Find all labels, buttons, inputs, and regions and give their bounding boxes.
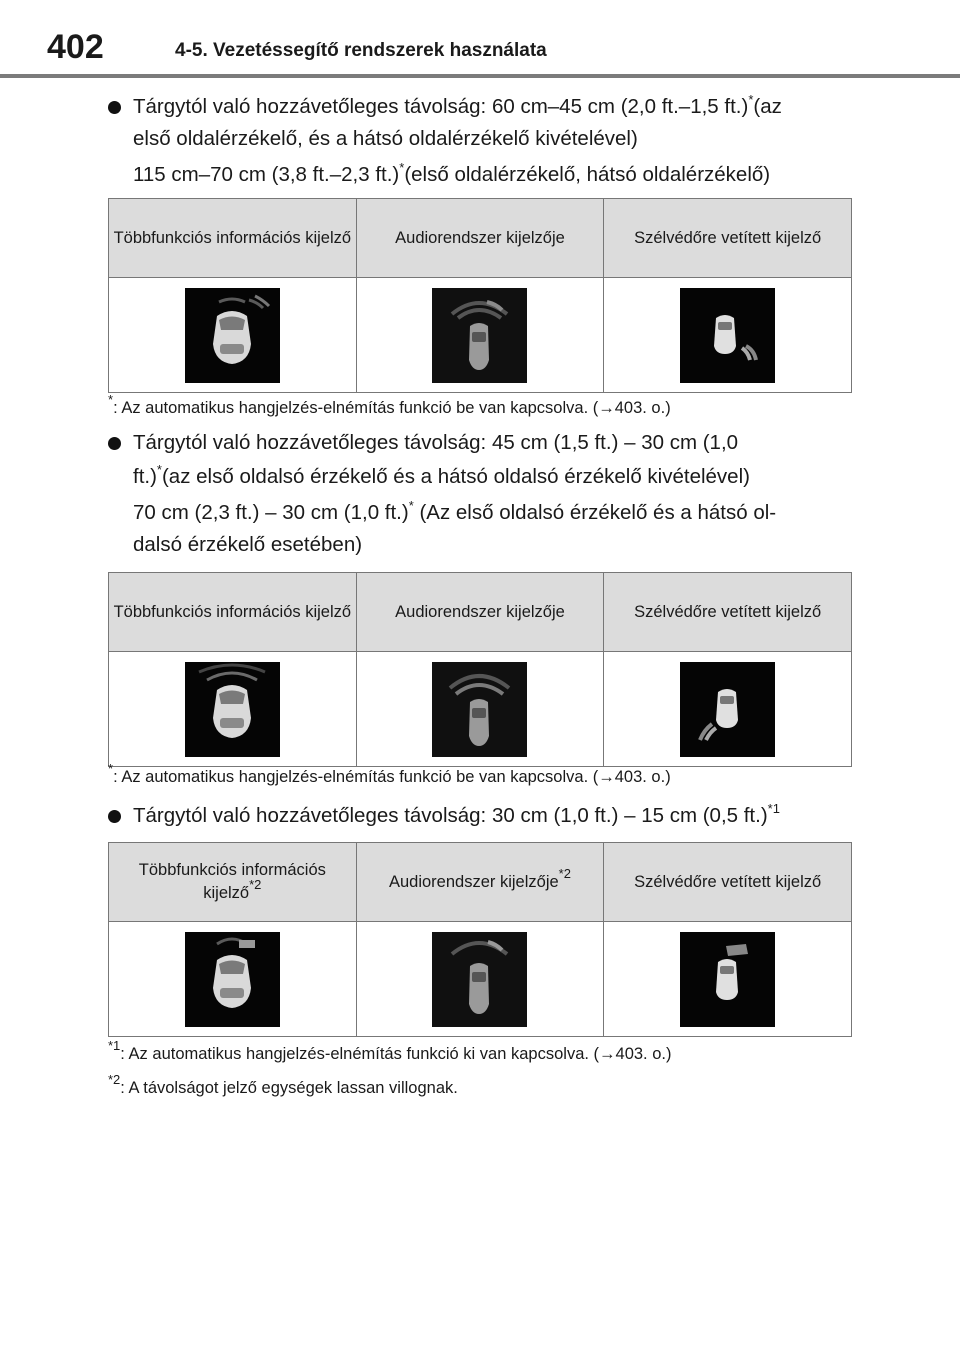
hud-display-image: [680, 662, 775, 757]
header-audio-display: Audiorendszer kijelzője: [356, 199, 604, 278]
display-table-1: [108, 198, 852, 393]
page-number: 402: [47, 28, 104, 66]
hud-display-image: [680, 932, 775, 1027]
cell-audio-image: [356, 278, 604, 393]
section-2-line-1: Tárgytól való hozzávetőleges távolság: 45 cm (1,5 ft.) – 30 cm (1,0: [133, 431, 739, 454]
cell-hud-image: [604, 652, 852, 767]
bullet-icon: [108, 437, 121, 450]
header-audio-display: Audiorendszer kijelzője$^{*2}$: [356, 843, 604, 922]
audio-display-image: [432, 288, 527, 383]
section-2-line-3: 70 cm (2,3 ft.) – 30 cm (1,0 ft.)* (Az első oldalsó érzékelő és a hátsó ol-: [133, 498, 777, 524]
footnote-1: *: Az automatikus hangjelzés-elnémítás funkció be van kapcsolva. (→403. o.): [108, 392, 671, 417]
chapter-title: 4-5. Vezetéssegítő rendszerek használata: [175, 40, 547, 61]
header-multi-info-display: Többfunkciós információs kijelző: [109, 573, 357, 652]
section-2-line-4: dalsó érzékelő esetében): [133, 533, 363, 556]
footnote-3b: $^{*2}$: A távolságot jelző egységek lassan villognak.: [108, 1072, 458, 1097]
section-1-line-1: Tárgytól való hozzávetőleges távolság: 60 cm–45 cm (2,0 ft.–1,5 ft.)*(az: [133, 92, 782, 118]
hud-display-image: [680, 288, 775, 383]
display-table-2: [108, 572, 852, 767]
header-multi-info-display: Többfunkciós információs kijelző$^{*2}$: [109, 843, 357, 922]
section-1-line-3: 115 cm–70 cm (3,8 ft.–2,3 ft.)*(első oldalérzékelő, hátsó oldalérzékelő): [133, 160, 771, 186]
cell-mid-image: [109, 278, 357, 393]
cell-mid-image: [109, 652, 357, 767]
cell-hud-image: [604, 922, 852, 1037]
header-hud-display: Szélvédőre vetített kijelző: [604, 199, 852, 278]
header-audio-display: Audiorendszer kijelzője: [356, 573, 604, 652]
cell-audio-image: [356, 922, 604, 1037]
footnote-3a: $^{*1}$: Az automatikus hangjelzés-elnémítás funkció ki van kapcsolva. (→403. o.): [108, 1038, 672, 1063]
multi-info-display-image: [185, 662, 280, 757]
audio-display-image: [432, 932, 527, 1027]
bullet-icon: [108, 810, 121, 823]
cell-hud-image: [604, 278, 852, 393]
bullet-icon: [108, 101, 121, 114]
footnote-2: *: Az automatikus hangjelzés-elnémítás funkció be van kapcsolva. (→403. o.): [108, 761, 671, 786]
display-table-3: [108, 842, 852, 1037]
section-1-line-2: első oldalérzékelő, és a hátsó oldalérzékelő kivételével): [133, 127, 638, 150]
multi-info-display-image: [185, 932, 280, 1027]
page-header: [0, 0, 960, 78]
header-hud-display: Szélvédőre vetített kijelző: [604, 573, 852, 652]
cell-audio-image: [356, 652, 604, 767]
section-3-line-1: Tárgytól való hozzávetőleges távolság: 30 cm (1,0 ft.) – 15 cm (0,5 ft.)$^{*1}$: [133, 801, 780, 827]
audio-display-image: [432, 662, 527, 757]
header-divider: [0, 74, 960, 78]
header-hud-display: Szélvédőre vetített kijelző: [604, 843, 852, 922]
section-2-line-2: ft.)*(az első oldalsó érzékelő és a hátsó oldalsó érzékelő kivételével): [133, 462, 750, 488]
header-multi-info-display: Többfunkciós információs kijelző: [109, 199, 357, 278]
cell-mid-image: [109, 922, 357, 1037]
multi-info-display-image: [185, 288, 280, 383]
